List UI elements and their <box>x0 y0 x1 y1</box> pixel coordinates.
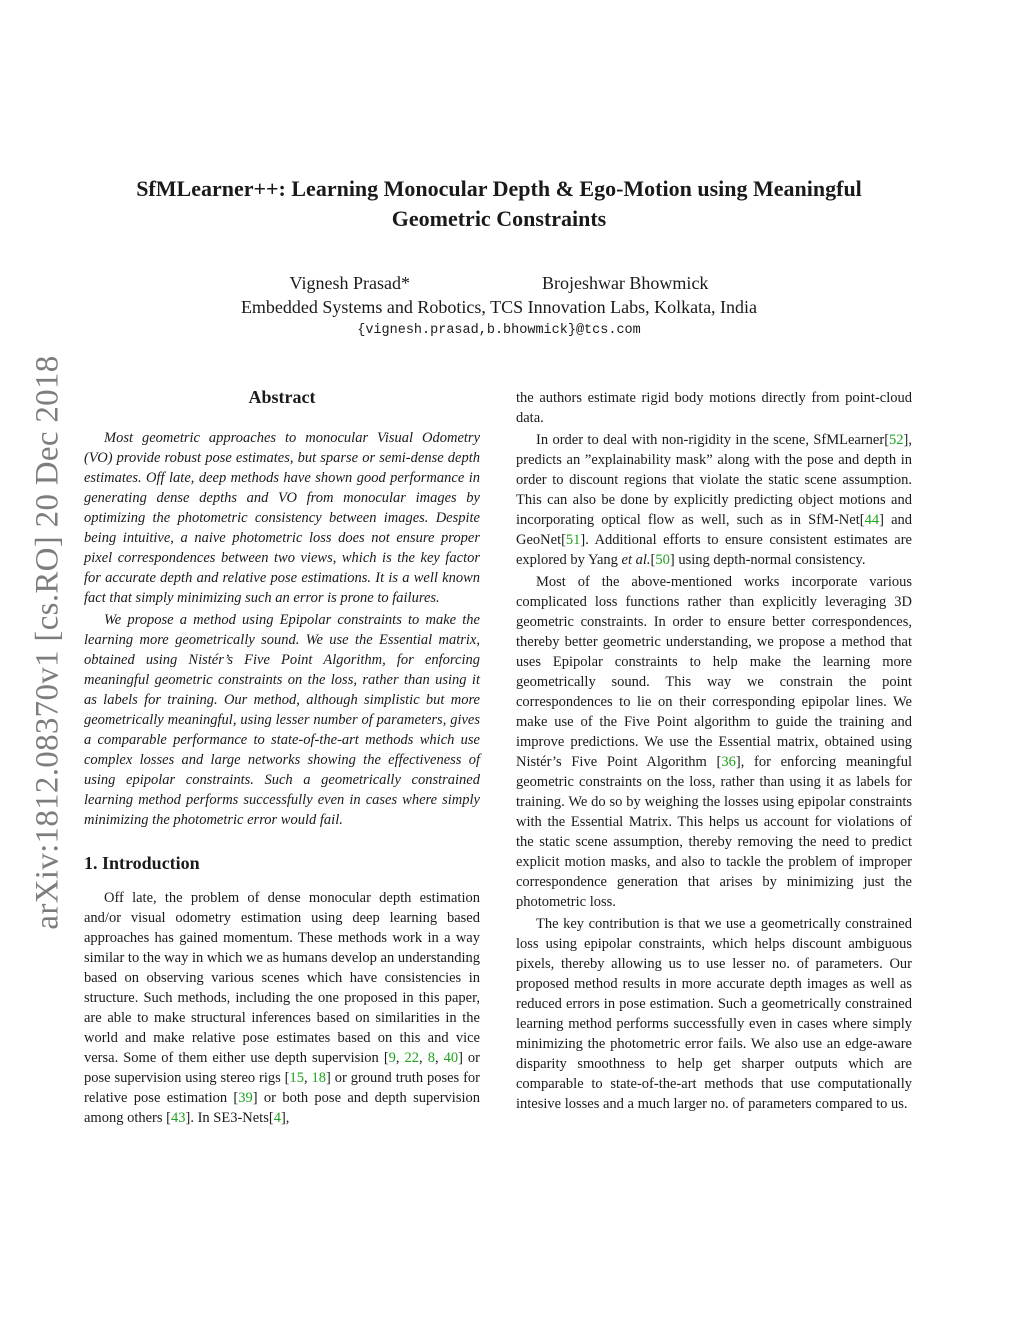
right-column <box>516 388 912 1116</box>
body-paragraph: the authors estimate rigid body motions directly from point-cloud data. <box>516 390 912 426</box>
author-name: Vignesh Prasad* <box>289 273 410 293</box>
citation-link[interactable]: 51 <box>565 532 581 548</box>
citation-link[interactable]: 43 <box>170 1110 186 1126</box>
author-name: Brojeshwar Bhowmick <box>541 273 709 293</box>
citation-link[interactable]: 15 <box>289 1070 305 1086</box>
abstract-heading: Abstract <box>248 387 316 407</box>
text-run: ], for enforcing meaningful geometric constraints on the loss, rather than using it as labels for training. We do so by weighing the losses using epipolar constraints with the Essential Matrix. This helps us account for violations of the static scene assumption, thereby removing the need to predict explicit motion masks, and also to tackle the problem of improper correspondence generation that arises by minimizing just the photometric loss. <box>516 754 912 910</box>
author-email: {vignesh.prasad,b.bhowmick}@tcs.com <box>357 323 641 338</box>
citation-link[interactable]: 40 <box>443 1050 459 1066</box>
text-run: ]. In SE3-Nets[ <box>185 1110 274 1126</box>
text-run: , <box>434 1050 444 1066</box>
arxiv-id: arXiv:1812.08370v1 [cs.RO] 20 Dec 2018 <box>29 355 66 930</box>
body-paragraph: The key contribution is that we use a geometrically constrained loss using epipolar constraints, which helps discount ambiguous pixels, thereby allowing us to use lesser no. of parameters. Our proposed method results in more accurate depth images as well as reduced errors in pose estimation. Such a geometrically constrained learning method performs successfully even in cases where simply minimizing the photometric error fails. We also use an edge-aware disparity smoothness to help get sharper outputs which are comparable to state-of-the-art methods that use computationally intesive losses and a much larger no. of parameters compared to us. <box>516 916 912 1112</box>
text-run: ], <box>280 1110 290 1126</box>
abstract-paragraph: Most geometric approaches to monocular Visual Odometry (VO) provide robust pose estimates, but sparse or semi-dense depth estimates. Off late, deep methods have shown good performance in generating dense depths and VO from monocular images by optimizing the photometric consistency between images. Despite being intuitive, a naive photometric loss does not ensure proper pixel correspondences between two views, which is the key factor for accurate depth and relative pose estimations. It is a well known fact that simply minimizing such an error is prone to failures. <box>84 430 480 606</box>
citation-link[interactable]: 39 <box>238 1090 253 1106</box>
text-run: ] and GeoNet[ <box>516 512 913 548</box>
body-paragraph <box>84 888 480 1128</box>
text-run: ] or both pose and depth supervision among others [ <box>84 1090 480 1126</box>
text-run: ] using depth-normal consistency. <box>669 552 866 568</box>
citation-link[interactable]: 8 <box>427 1050 435 1066</box>
et-al: et al. <box>621 552 651 568</box>
citation-link[interactable]: 50 <box>655 552 670 568</box>
text-run: Off late, the problem of dense monocular depth estimation and/or visual odometry estimation using deep learning based approaches has gained momentum. These methods work in a way similar to the way in which we as humans develop an understanding based on observing various scenes which have consistencies in structure. Such methods, including the one proposed in this paper, are able to make structural inferences based on similarities in the world and make relative pose estimates based on this and vice versa. Some of them either use depth supervision [ <box>84 890 480 1066</box>
body-paragraph <box>516 430 912 570</box>
text-run: ] or ground truth poses for relative pose estimation [ <box>84 1070 480 1106</box>
citation-link[interactable]: 9 <box>388 1050 396 1066</box>
affiliation: Embedded Systems and Robotics, TCS Innovation Labs, Kolkata, India <box>240 297 758 317</box>
text-run: Most of the above-mentioned works incorporate various complicated loss functions rather than explicitly leveraging 3D geometric constraints. In order to ensure better correspondences, thereby better geometric understanding, we propose a method that uses Epipolar constraints to help make the learning more geometrically sound. This way we constrain the point correspondences to lie on their corresponding epipolar lines. We make use of the Five Point algorithm to guide the training and improve predictions. We use the Essential matrix, obtained using Nistér’s Five Point Algorithm [ <box>516 574 912 770</box>
text-run: , <box>304 1070 312 1086</box>
text-run: [ <box>650 552 656 568</box>
text-run: ], predicts an ”explainability mask” along with the pose and depth in order to discount regions that violate the static scene assumption. This can also be done by explicitly predicting object motions and incorporating optical flow as well, such as in SfM-Net[ <box>516 432 912 528</box>
text-run: , <box>395 1050 405 1066</box>
text-run: ] or pose supervision using stereo rigs [ <box>84 1050 480 1086</box>
arxiv-stamp <box>28 340 68 945</box>
text-run: , <box>419 1050 428 1066</box>
section-heading: 1. Introduction <box>84 853 200 873</box>
abstract-section <box>84 386 480 830</box>
left-column <box>84 386 480 1130</box>
citation-link[interactable]: 4 <box>273 1110 281 1126</box>
citation-link[interactable]: 18 <box>311 1070 327 1086</box>
author-list <box>84 272 914 294</box>
citation-link[interactable]: 52 <box>889 432 904 448</box>
text-run: In order to deal with non-rigidity in the scene, SfMLearner[ <box>536 432 890 448</box>
citation-link[interactable]: 36 <box>721 754 736 770</box>
body-paragraph <box>516 572 912 912</box>
text-run: ]. Additional efforts to ensure consistent estimates are explored by Yang <box>516 532 912 568</box>
citation-link[interactable]: 22 <box>404 1050 420 1066</box>
paper-title: SfMLearner++: Learning Monocular Depth & Ego-Motion using Meaningful Geometric Constraints <box>136 176 862 231</box>
citation-link[interactable]: 44 <box>864 512 880 528</box>
abstract-paragraph: We propose a method using Epipolar constraints to make the learning more geometrically sound. We use the Essential matrix, obtained using Nistér’s Five Point Algorithm, for enforcing meaningful geometric constraints on the loss, rather than using it as labels for training. Our method, although simplistic but more geometrically meaningful, using lesser number of parameters, gives a comparable performance to state-of-the-art methods which use complex losses and large networks showing the effectiveness of using epipolar constraints. Such a geometrically constrained learning method performs successfully even in cases where simply minimizing the photometric error would fail. <box>84 612 480 828</box>
